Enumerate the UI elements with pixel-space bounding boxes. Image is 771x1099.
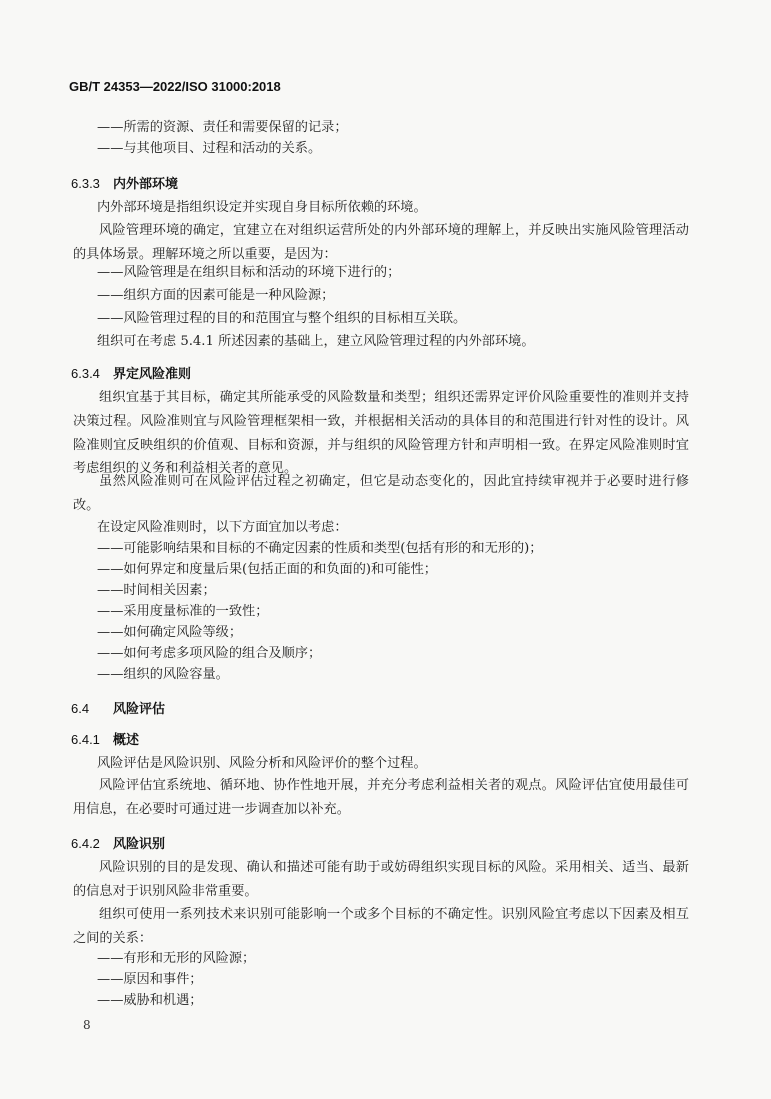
- list-item: ——所需的资源、责任和需要保留的记录；: [97, 120, 348, 135]
- paragraph: 组织可使用一系列技术来识别可能影响一个或多个目标的不确定性。识别风险宜考虑以下因素及相互之间的关系：: [73, 907, 689, 946]
- list-item: ——时间相关因素；: [97, 583, 216, 598]
- section-number: 6.3.4: [71, 366, 100, 381]
- section-heading-6-4-1: [71, 729, 139, 748]
- list-item: ——威胁和机遇；: [97, 993, 203, 1008]
- section-title: 概述: [113, 733, 140, 748]
- section-heading-6-3-3: [71, 173, 178, 192]
- list-item: ——风险管理过程的目的和范围宜与整个组织的目标相互关联。: [97, 311, 467, 326]
- paragraph: 内外部环境是指组织设定并实现自身目标所依赖的环境。: [97, 200, 427, 215]
- list-item: ——可能影响结果和目标的不确定因素的性质和类型(包括有形的和无形的)；: [97, 541, 543, 556]
- page-number: 8: [83, 1018, 91, 1032]
- section-title: 风险识别: [113, 837, 166, 852]
- list-item: ——如何界定和度量后果(包括正面的和负面的)和可能性；: [97, 562, 437, 577]
- paragraph: 组织宜基于其目标，确定其所能承受的风险数量和类型；组织还需界定评价风险重要性的准则并支持决策过程。风险准则宜与风险管理框架相一致，并根据相关活动的具体目的和范围进行针对性的设计。风险准则宜反映组织的价值观、目标和资源，并与组织的风险管理方针和声明相一致。在界定风险准则时宜考虑组织的义务和利益相关者的意见。: [73, 390, 689, 477]
- paragraph: 风险评估是风险识别、风险分析和风险评价的整个过程。: [97, 756, 427, 771]
- section-heading-6-4-2: [71, 833, 165, 852]
- list-item: ——组织的风险容量。: [97, 667, 229, 682]
- list-item: ——如何考虑多项风险的组合及顺序；: [97, 646, 322, 661]
- list-item: ——风险管理是在组织目标和活动的环境下进行的；: [97, 265, 401, 280]
- list-item: ——组织方面的因素可能是一种风险源；: [97, 288, 335, 303]
- list-item: ——与其他项目、过程和活动的关系。: [97, 141, 322, 156]
- section-number: 6.4.1: [71, 732, 100, 747]
- paragraph: 风险评估宜系统地、循环地、协作性地开展，并充分考虑利益相关者的观点。风险评估宜使用最佳可用信息，在必要时可通过进一步调查加以补充。: [73, 778, 689, 817]
- list-item: ——采用度量标准的一致性；: [97, 604, 269, 619]
- section-number: 6.4: [71, 701, 90, 716]
- section-heading-6-3-4: [71, 363, 191, 382]
- paragraph: 在设定风险准则时，以下方面宜加以考虑：: [97, 520, 348, 535]
- paragraph: 组织可在考虑 5.4.1 所述因素的基础上，建立风险管理过程的内外部环境。: [97, 334, 535, 349]
- list-item: ——有形和无形的风险源；: [97, 951, 256, 966]
- list-item: ——如何确定风险等级；: [97, 625, 243, 640]
- paragraph: 风险管理环境的确定，宜建立在对组织运营所处的内外部环境的理解上，并反映出实施风险管理活动的具体场景。理解环境之所以重要，是因为：: [73, 223, 689, 262]
- paragraph: 虽然风险准则可在风险评估过程之初确定，但它是动态变化的，因此宜持续审视并于必要时进行修改。: [73, 474, 689, 513]
- section-heading-6-4: [71, 698, 165, 717]
- standard-header: GB/T 24353—2022/ISO 31000:2018: [69, 79, 281, 94]
- list-item: ——原因和事件；: [97, 972, 203, 987]
- section-number: 6.3.3: [71, 176, 100, 191]
- section-title: 界定风险准则: [113, 367, 192, 382]
- section-number: 6.4.2: [71, 836, 100, 851]
- paragraph: 风险识别的目的是发现、确认和描述可能有助于或妨碍组织实现目标的风险。采用相关、适当、最新的信息对于识别风险非常重要。: [73, 860, 689, 899]
- section-title: 内外部环境: [113, 177, 179, 192]
- section-title: 风险评估: [113, 702, 166, 717]
